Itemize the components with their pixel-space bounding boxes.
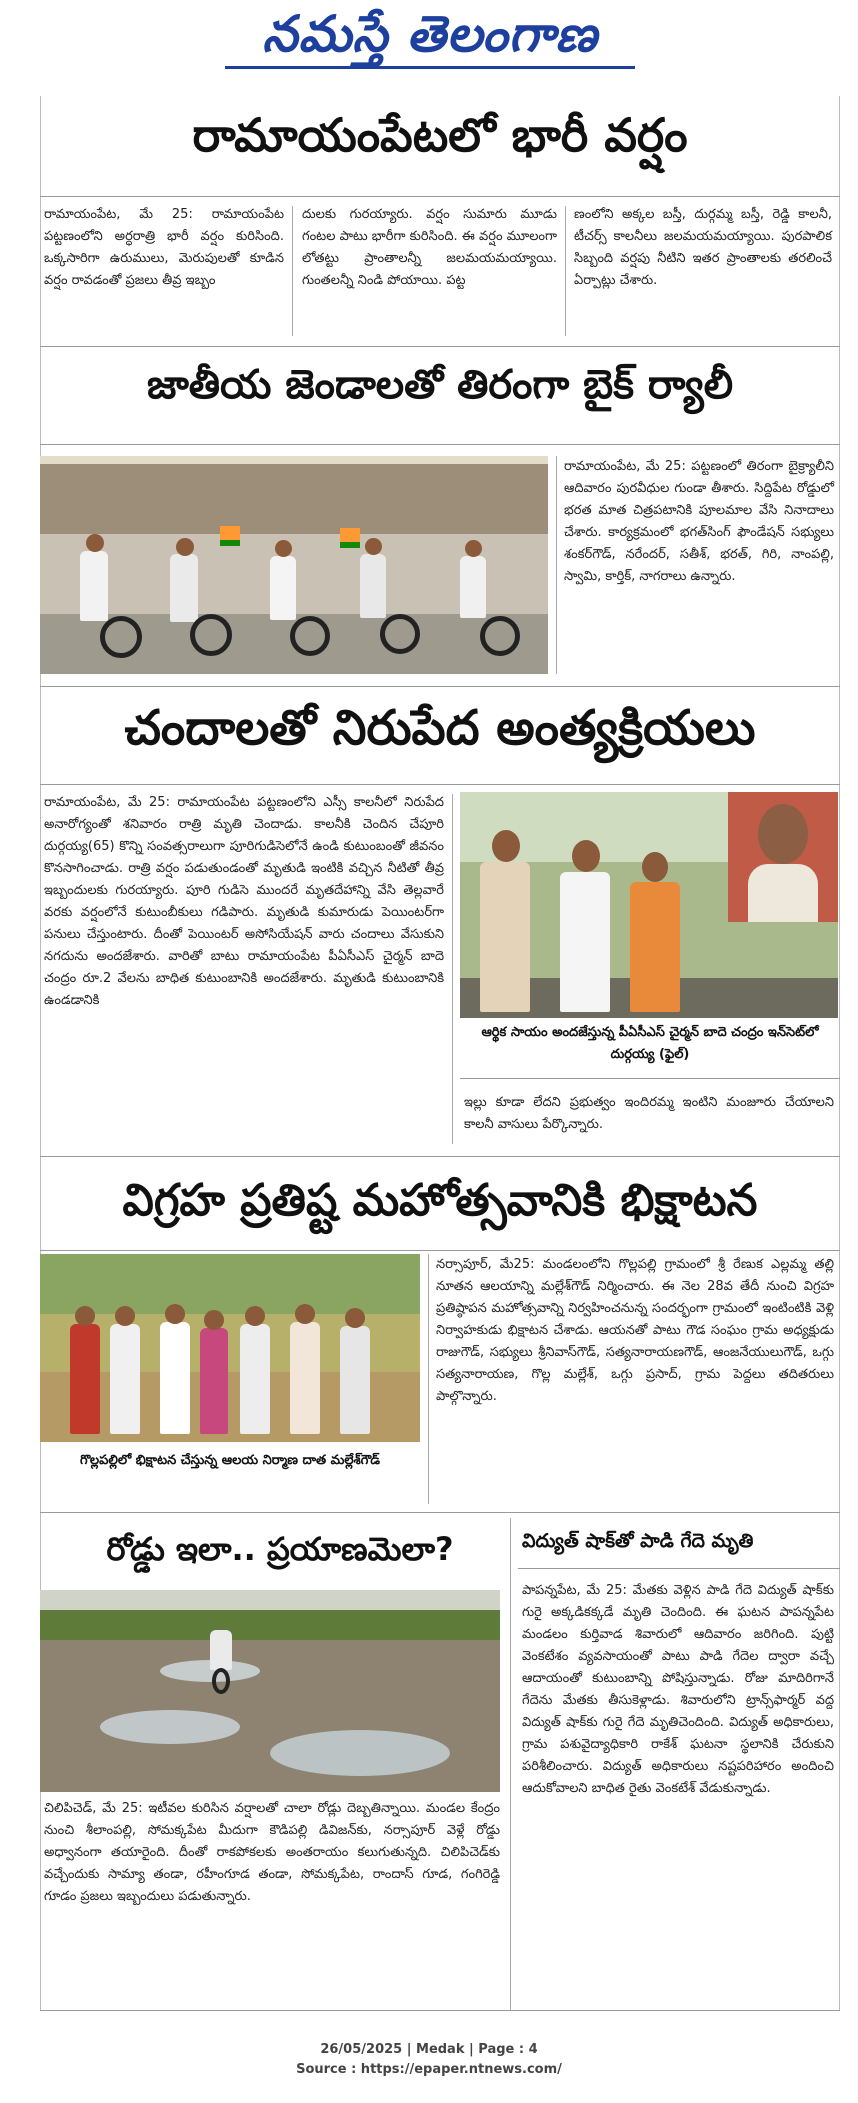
story4-body: నర్సాపూర్, మే25: మండలంలోని గొల్లపల్లి గ్రామంలో శ్రీ రేణుక ఎల్లమ్మ తల్లి నూతన ఆలయాన్ని మల్లేశ్‌గౌడ్ నిర్మించారు. ఈ నెల 28వ తేదీ నుంచి విగ్రహ ప్రతిష్ఠాపన మహోత్సవాన్ని నిర్వహించనున్న సందర్భంగా గ్రామంలో ఇంటింటికి వెళ్లి నిర్వాహకుడు భిక్షాటన చేశాడు. ఆయనతో పాటు గౌడ సంఘం గ్రామ అధ్యక్షుడు రాజుగౌడ్, సభ్యులు శ్రీనివాస్‌గౌడ్, సత్యనారాయణగౌడ్, ఆంజనేయులుగౌడ్, ఒగ్గు సత్యనారాయణ, గొల్ల మల్లేశ్, ఒగ్గు ప్రసాద్, గ్రామ పెద్దలు తదితరులు పాల్గొన్నారు. xyxy=(436,1257,834,1404)
newspaper-title: నమస్తే తెలంగాణ xyxy=(262,4,598,63)
column-separator xyxy=(510,1518,511,2010)
masthead-underline xyxy=(225,66,635,69)
divider xyxy=(460,1078,840,1079)
story2-body: రామాయంపేట, మే 25: పట్టణంలో తిరంగా బైక్ర్యాలీని ఆదివారం పురవీధుల గుండా తీశారు. సిద్దిపేట రోడ్డులో భరత మాత చిత్రపటానికి పూలమాల వేసి నినాదాలు చేశారు. కార్యక్రమంలో భగత్‌సింగ్ ఫౌండేషన్ సభ్యులు శంకర్‌గౌడ్, నరేందర్, సతీశ్, భరత్, గిరి, నాంపల్లి, స్వామి, కార్తిక్, నాగరాలు ఉన్నారు. xyxy=(564,459,834,584)
story3-headline: చందాలతో నిరుపేద అంత్యక్రియలు xyxy=(124,700,756,756)
footer-date-edition: 26/05/2025 | Medak | Page : 4 xyxy=(320,2042,538,2057)
column-separator xyxy=(452,794,453,1144)
footer-source: Source : https://epaper.ntnews.com/ xyxy=(296,2062,562,2077)
divider xyxy=(40,2010,840,2011)
divider xyxy=(40,1512,840,1513)
story1-column-2: దులకు గురయ్యారు. వర్షం సుమారు మూడు గంటల పాటు భారీగా కురిసింది. ఈ వర్షం మూలంగా లోతట్టు ప్రాంతాలన్నీ జలమయమయ్యాయి. గుంతలన్నీ నిండి పోయాయి. పట్ట xyxy=(302,207,557,288)
story6-body: పాపన్నపేట, మే 25: మేతకు వెళ్లిన పాడి గేదె విద్యుత్ షాక్‌కు గురై అక్కడికక్కడే మృతి చెందింది. ఈ ఘటన పాపన్నపేట మండలం కుర్తివాడ శివారులో ఆదివారం జరిగింది. పుట్టి వెంకటేశం వ్యవసాయంతో పాటు పాడి గేదెల ద్వారా వచ్చే ఆదాయంతో కుటుంబాన్ని పోషిస్తున్నాడు. రోజు మాదిరిగానే గేదెను మేతకు తీసుకెళ్లాడు. శివారులోని ట్రాన్స్‌ఫార్మర్ వద్ద విద్యుత్ షాక్‌కు గురై గేదె మృతిచెందింది. విద్యుత్ అధికారులు, గ్రామ పశువైద్యాధికారి రాకేశ్ ఘటనా స్థలానికి చేరుకుని పరిశీలించారు. విద్యుత్ అధికారులు నష్టపరిహారం అందించి ఆదుకోవాలని బాధిత రైతు వెంకటేశ్ వేడుకున్నాడు. xyxy=(522,1583,834,1796)
damaged-road-photo xyxy=(40,1590,500,1792)
story3-body: రామాయంపేట, మే 25: రామాయంపేట పట్టణంలోని ఎస్సీ కాలనీలో నిరుపేద అనారోగ్యంతో శనివారం రాత్రి మృతి చెందాడు. కాలనీకి చెందిన చేపూరి దుర్గయ్య(65) కొన్ని సంవత్సరాలుగా పూరిగుడిసెలోనే ఉండి కుటుంబంతో జీవనం కొనసాగించాడు. రాత్రి వర్షం పడుతుండంతో మృతుడి ఇంటికి వచ్చిన నీటితో తీవ్ర ఇబ్బందులకు గురయ్యారు. పూరి గుడిసె ముందరే మృతదేహాన్ని వేసి తెల్లవారే వరకు వర్షంలోనే కుటుంబీకులు గడిపారు. మృతుడి కుమారుడు పెయింటర్‌గా పనులు చేస్తుంటారు. దీంతో పెయింటర్ అసోసియేషన్ వారు చందాలు వేసుకుని నగదును అందజేశారు. వారితో బాటు రామాయంపేట పీఏసీఎస్ చైర్మన్ బాదె చంద్రం రూ.2 వేలను బాధిత కుటుంబానికి అందజేశారు. మృతుడి కుటుంబానికి ఉండడానికి xyxy=(44,795,444,1008)
divider xyxy=(40,784,840,785)
story3-caption: ఆర్థిక సాయం అందజేస్తున్న పీఏసీఎస్ చైర్మన్ బాదె చంద్రం ఇన్‌సెట్‌లో దుర్గయ్య (ఫైల్) xyxy=(481,1025,819,1062)
divider xyxy=(40,346,840,347)
divider xyxy=(40,1156,840,1157)
divider xyxy=(40,444,840,445)
story4-caption: గొల్లపల్లిలో భిక్షాటన చేస్తున్న ఆలయ నిర్మాణ దాత మల్లేశ్‌గౌడ్ xyxy=(79,1453,381,1468)
divider xyxy=(40,686,840,687)
story4-headline: విగ్రహ ప్రతిష్ట మహోత్సవానికి భిక్షాటన xyxy=(122,1175,758,1226)
story5-headline: రోడ్డు ఇలా.. ప్రయాణమెలా? xyxy=(106,1530,454,1568)
column-separator xyxy=(428,1254,429,1504)
column-separator xyxy=(292,206,293,336)
column-separator xyxy=(565,206,566,336)
story6-headline: విద్యుత్ షాక్‌తో పాడి గేదె మృతి xyxy=(522,1530,754,1552)
inset-photo xyxy=(728,792,838,922)
financial-aid-photo xyxy=(460,792,838,1018)
divider xyxy=(40,1250,840,1251)
divider xyxy=(518,1568,840,1569)
story1-column-1: రామాయంపేట, మే 25: రామాయంపేట పట్టణంలోని అర్ధరాత్రి భారీ వర్షం కురిసింది. ఒక్కసారిగా ఉరుములు, మెరుపులతో కూడిన వర్షం రావడంతో ప్రజలు తీవ్ర ఇబ్బం xyxy=(44,207,284,288)
story1-headline: రామాయంపేటలో భారీ వర్షం xyxy=(192,108,688,162)
story1-column-3: ణంలోని అక్కల బస్తీ, దుర్గమ్మ బస్తీ, రెడ్డి కాలనీ, టీచర్స్ కాలనీలు జలమయమయ్యాయి. పురపాలిక సిబ్బంది వర్షపు నీటిని ఇతర ప్రాంతాలకు తరలించే ఏర్పాట్లు చేశారు. xyxy=(574,207,832,288)
story3-tail: ఇల్లు కూడా లేదని ప్రభుత్వం ఇందిరమ్మ ఇంటిని మంజూరు చేయాలని కాలనీ వాసులు పేర్కొన్నారు. xyxy=(464,1095,834,1132)
story5-body: చిలిపిచెడ్, మే 25: ఇటీవల కురిసిన వర్షాలతో చాలా రోడ్లు దెబ్బతిన్నాయి. మండల కేంద్రం నుంచి శీలాంపల్లి, సోమక్కపేట మీదుగా కౌడిపల్లి డివిజన్‌కు, నర్సాపూర్ వెళ్లే రోడ్డు అధ్వానంగా తయారైంది. దీంతో రాకపోకలకు అంతరాయం కలుగుతున్నది. చిలిపిచెడ్‌కు వచ్చేందుకు సామ్యా తండా, రహీంగూడ తండా, సోమక్కపేట, రాందాస్ గూడ, గంగిరెడ్డి గూడం ప్రజలు ఇబ్బందులు పడుతున్నారు. xyxy=(44,1801,500,1904)
column-separator xyxy=(556,456,557,674)
temple-alms-photo xyxy=(40,1254,420,1442)
divider xyxy=(40,196,840,197)
bike-rally-photo xyxy=(40,456,548,674)
masthead xyxy=(0,0,858,78)
story2-headline: జాతీయ జెండాలతో తిరంగా బైక్ ర్యాలీ xyxy=(146,362,734,408)
